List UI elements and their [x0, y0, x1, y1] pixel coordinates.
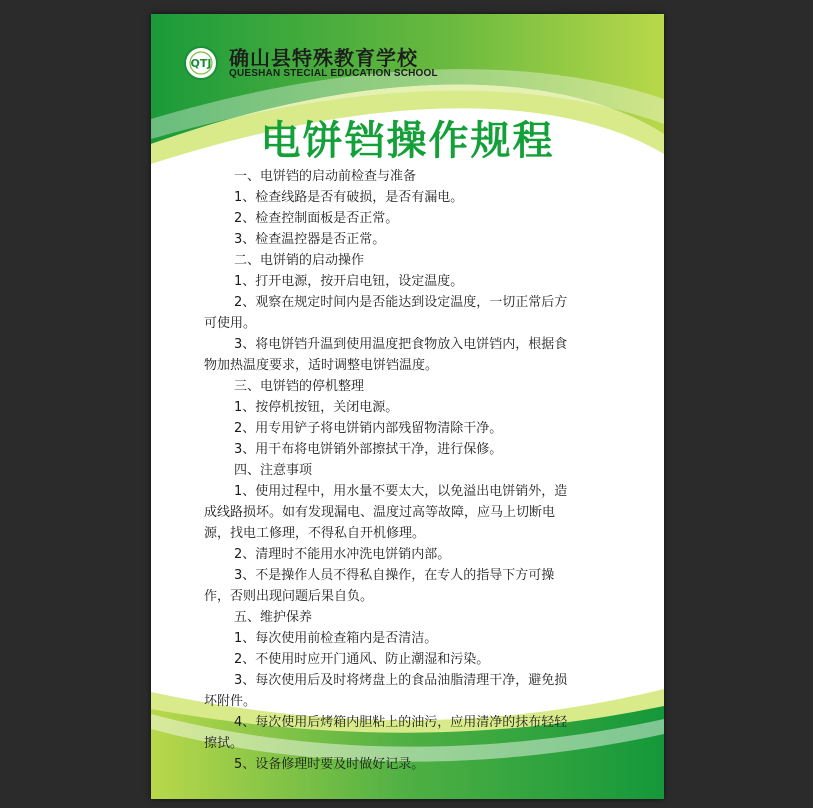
list-item-continued: 物加热温度要求，适时调整电饼铛温度。: [204, 358, 439, 373]
poster: [151, 14, 664, 799]
svg-text:QTJ: QTJ: [190, 57, 212, 70]
list-item: 3、每次使用后及时将烤盘上的食品油脂清理干净，避免损: [234, 673, 568, 688]
section-heading: 三、电饼铛的停机整理: [234, 379, 365, 394]
list-item: 2、清理时不能用水冲洗电饼销内部。: [234, 547, 451, 562]
list-item: 5、设备修理时要及时做好记录。: [234, 757, 425, 772]
list-item: 2、不使用时应开门通风、防止潮湿和污染。: [234, 652, 490, 667]
list-item-continued: 作，否则出现问题后果自负。: [204, 589, 374, 604]
school-name: 确山县特殊教育学校: [229, 46, 418, 70]
school-logo-icon: [184, 46, 218, 80]
section-heading: 一、电饼铛的启动前检查与准备: [234, 169, 417, 184]
procedure-text: [204, 166, 656, 775]
school-name-english: QUESHAN STECIAL EDUCATION SCHOOL: [229, 68, 438, 79]
list-item-continued: 可使用。: [204, 316, 257, 331]
section-heading: 二、电饼销的启动操作: [234, 253, 365, 268]
list-item: 1、检查线路是否有破损，是否有漏电。: [234, 190, 464, 205]
list-item-continued: 源，找电工修理，不得私自开机修理。: [204, 526, 426, 541]
section-heading: 四、注意事项: [234, 463, 313, 478]
list-item: 1、按停机按钮，关闭电源。: [234, 400, 399, 415]
list-item: 1、打开电源，按开启电钮，设定温度。: [234, 274, 464, 289]
list-item: 2、检查控制面板是否正常。: [234, 211, 399, 226]
list-item: 4、每次使用后烤箱内胆粘上的油污，应用清净的抹布轻轻: [234, 715, 568, 730]
section-heading: 五、维护保养: [234, 610, 313, 625]
list-item-continued: 成线路损坏。如有发现漏电、温度过高等故障，应马上切断电: [204, 505, 556, 520]
list-item: 3、将电饼铛升温到使用温度把食物放入电饼铛内，根据食: [234, 337, 568, 352]
list-item: 3、检查温控器是否正常。: [234, 232, 386, 247]
list-item-continued: 坏附件。: [204, 694, 257, 709]
list-item: 1、使用过程中，用水量不要太大，以免溢出电饼销外，造: [234, 484, 568, 499]
list-item: 2、观察在规定时间内是否能达到设定温度，一切正常后方: [234, 295, 568, 310]
page-title: 电饼铛操作规程: [260, 118, 555, 164]
list-item: 2、用专用铲子将电饼销内部残留物清除干净。: [234, 421, 503, 436]
list-item: 3、不是操作人员不得私自操作，在专人的指导下方可操: [234, 568, 555, 583]
list-item: 1、每次使用前检查箱内是否清洁。: [234, 631, 438, 646]
list-item: 3、用干布将电饼销外部擦拭干净，进行保修。: [234, 442, 503, 457]
list-item-continued: 擦拭。: [204, 736, 244, 751]
